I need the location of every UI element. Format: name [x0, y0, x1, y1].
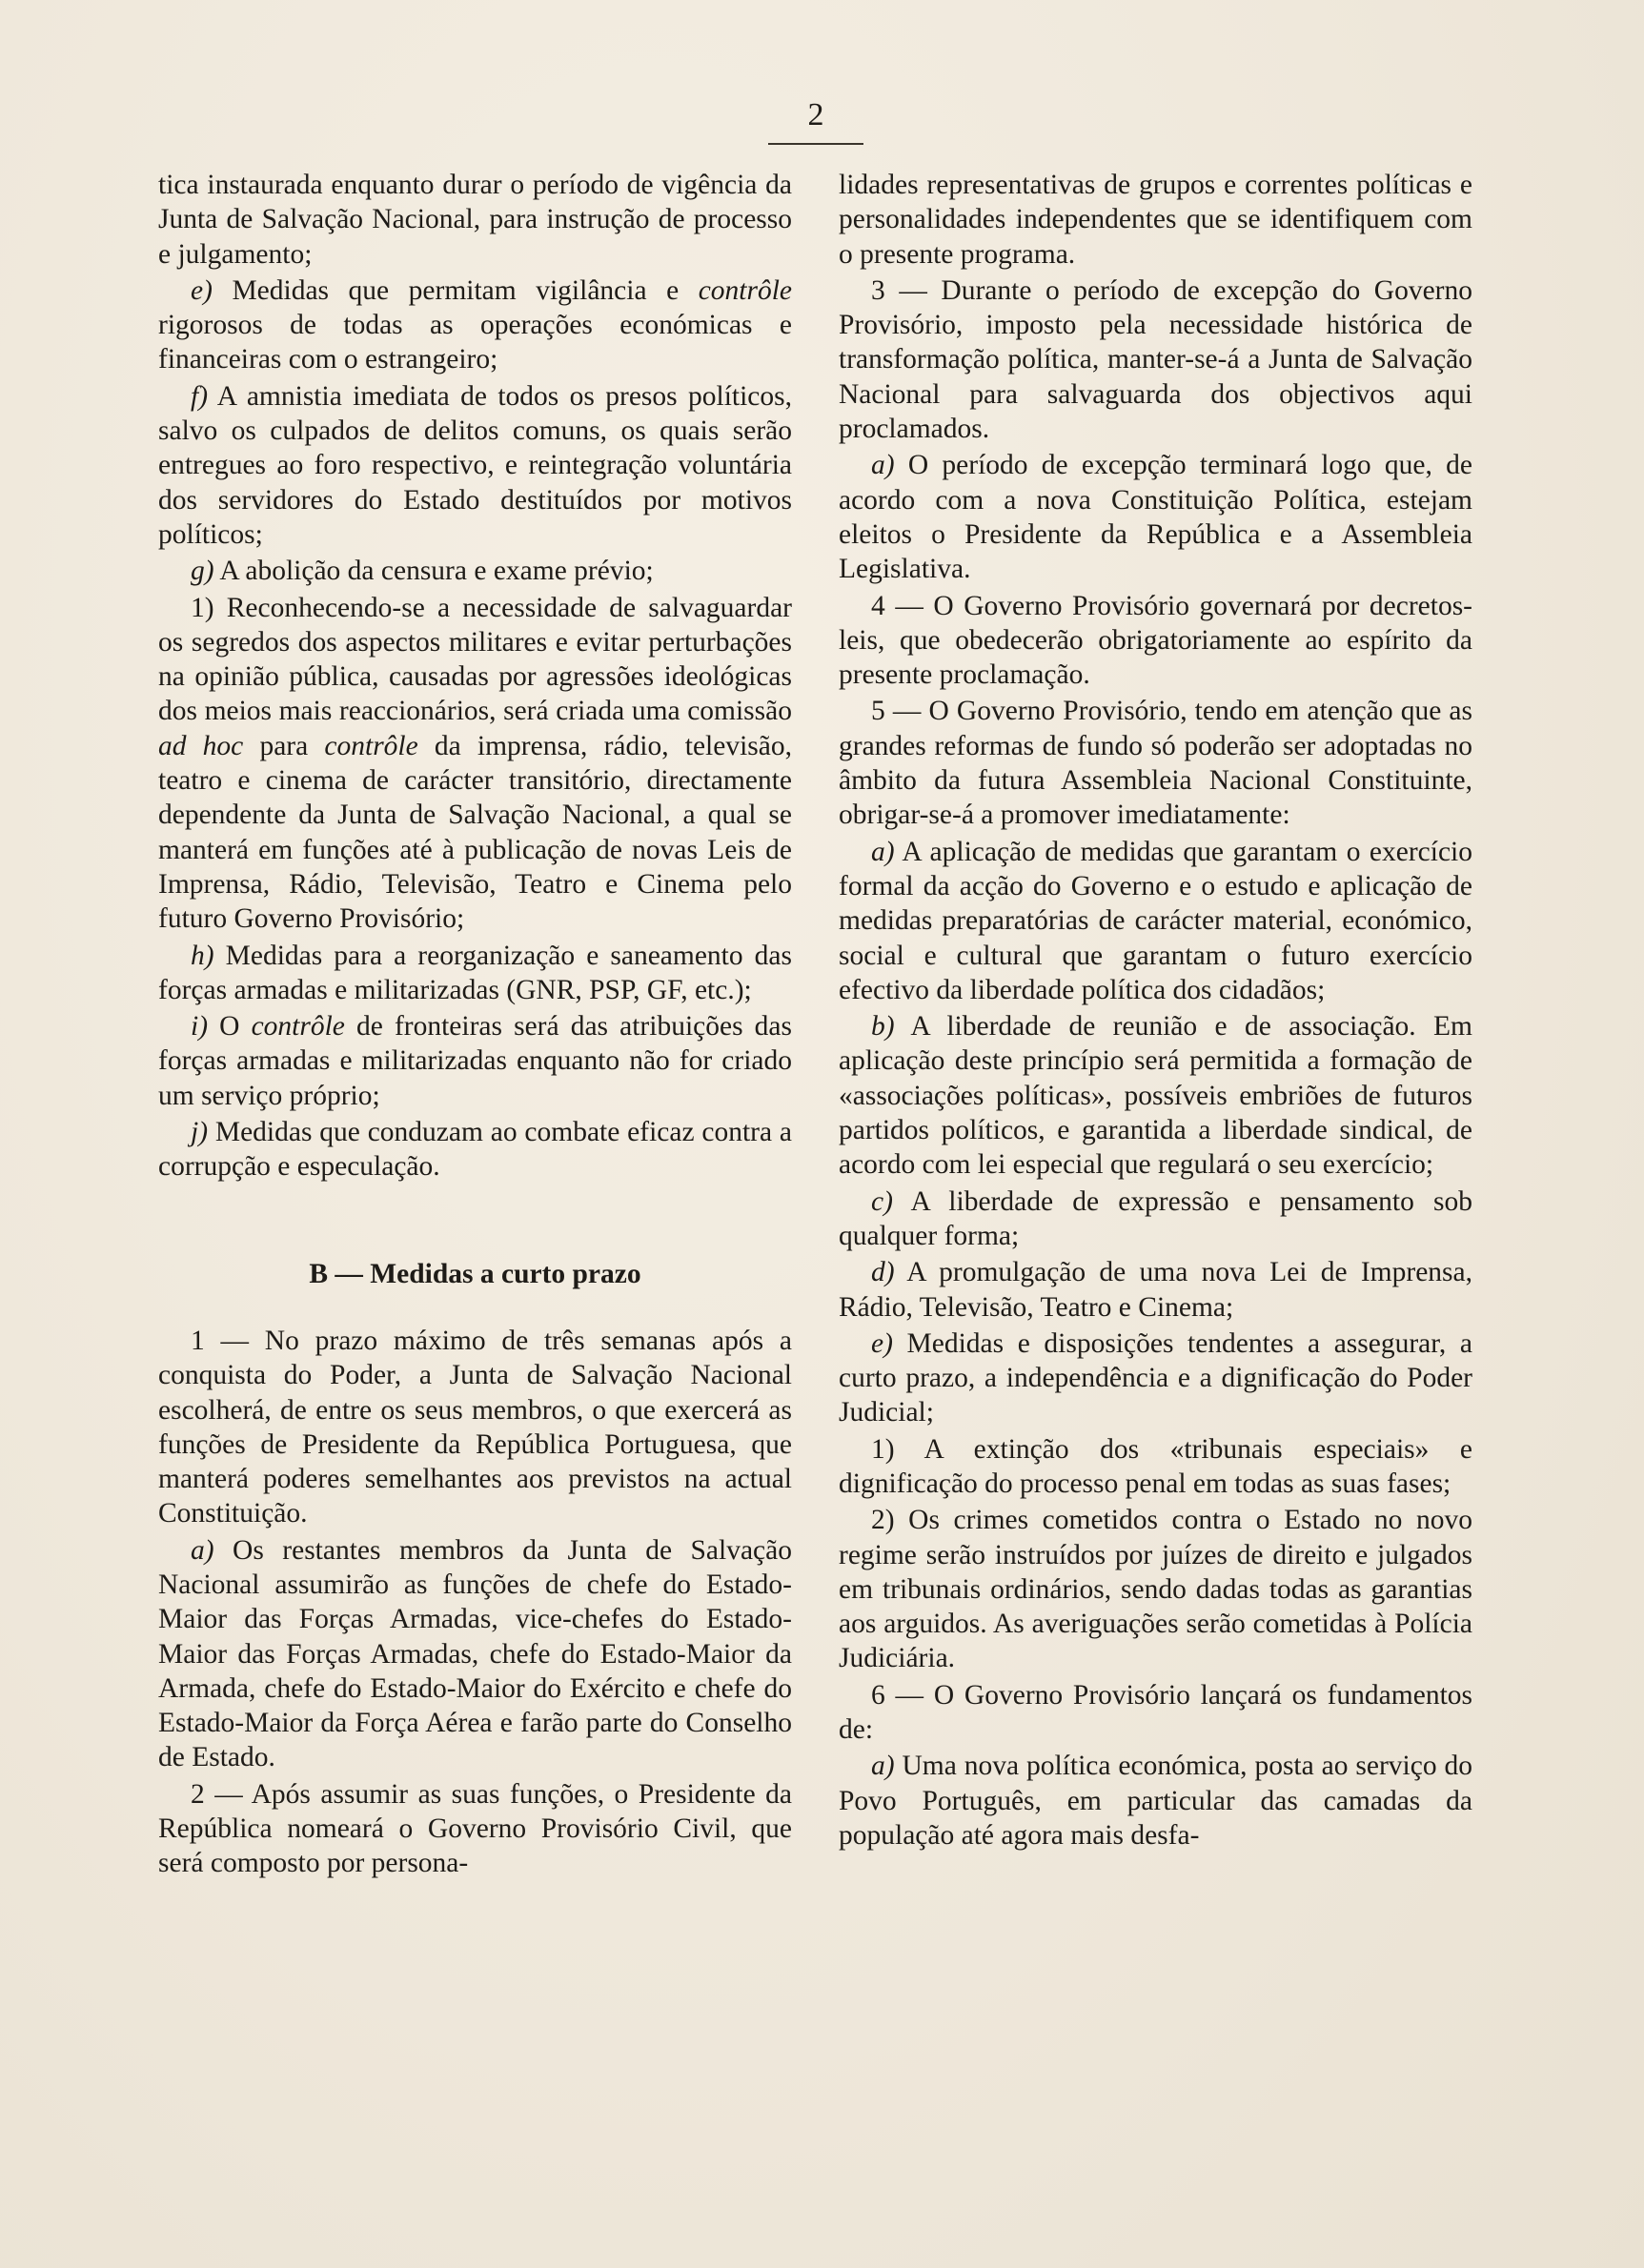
- paragraph-r-5b: [839, 1009, 1472, 1182]
- text-run: 2 — Após assumir as suas funções, o Presidente da República nomeará o Governo Provisório Civil, que será composto por persona-: [158, 1778, 792, 1879]
- italic-text: a): [871, 450, 895, 481]
- page-number-rule: [768, 143, 863, 145]
- paragraph-l-f: [158, 379, 792, 552]
- italic-text: contrôle: [698, 274, 792, 306]
- italic-text: a): [191, 1534, 214, 1566]
- right-column: [839, 168, 1472, 1854]
- text-run: 3 — Durante o período de excepção do Governo Provisório, imposto pela necessidade histórica de transformação política, manter-se-á a Junta de Salvação Nacional para salvaguarda dos objectivos aqui proclamados.: [839, 274, 1472, 445]
- text-run: tica instaurada enquanto durar o período de vigência da Junta de Salvação Nacional, para instrução de processo e julgamento;: [158, 170, 792, 270]
- italic-text: a): [871, 1751, 895, 1782]
- paragraph-l-b1: [158, 1324, 792, 1531]
- italic-text: h): [191, 940, 214, 971]
- text-run: 5 — O Governo Provisório, tendo em atenção que as grandes reformas de fundo só poderão ser adoptadas no âmbito da futura Assembleia Nacional Constituinte, obrigar-se-á a promover imediatamente:: [839, 696, 1472, 831]
- text-run: A abolição da censura e exame prévio;: [213, 556, 654, 587]
- text-run: Medidas para a reorganização e saneamento das forças armadas e militarizadas (GNR, PSP, GF, etc.);: [158, 940, 792, 1005]
- italic-text: d): [871, 1257, 895, 1288]
- section-heading: [158, 1257, 792, 1291]
- text-run: Medidas que conduzam ao combate eficaz contra a corrupção e especulação.: [158, 1117, 792, 1183]
- text-run: 4 — O Governo Provisório governará por decretos-leis, que obedecerão obrigatoriamente ao espírito da presente proclamação.: [839, 590, 1472, 691]
- text-run: Os restantes membros da Junta de Salvação Nacional assumirão as funções de chefe do Estado-Maior das Forças Armadas, vice-chefes do Estado-Maior das Forças Armadas, chefe do Estado-Maior da Armada, chefe do Estado-Maior do Exército e chefe do Estado-Maior da Força Aérea e farão parte do Conselho de Estado.: [158, 1534, 792, 1773]
- text-run: A promulgação de uma nova Lei de Imprensa, Rádio, Televisão, Teatro e Cinema;: [839, 1257, 1472, 1323]
- text-run: A aplicação de medidas que garantam o exercício formal da acção do Governo e o estudo e aplicação de medidas preparatórias de carácter material, económico, social e cultural que garantam o futuro exercício efectivo da liberdade política dos cidadãos;: [839, 836, 1472, 1005]
- text-run: 1) Reconhecendo-se a necessidade de salvaguardar os segredos dos aspectos militares e evitar perturbações na opinião pública, causadas por agressões ideológicas dos meios mais reaccionários, será criada uma comissão: [158, 592, 792, 727]
- paragraph-r-6: [839, 1678, 1472, 1748]
- italic-text: f): [191, 380, 209, 412]
- paragraph-l-cont: [158, 168, 792, 272]
- italic-text: e): [191, 274, 213, 306]
- paragraph-r-5d: [839, 1255, 1472, 1325]
- text-run: O período de excepção terminará logo que, de acordo com a nova Constituição Política, estejam eleitos o Presidente da República e a Assembleia Legislativa.: [839, 450, 1472, 585]
- paragraph-r-cont: [839, 168, 1472, 272]
- paragraph-r-3a: [839, 448, 1472, 586]
- text-run: A liberdade de reunião e de associação. Em aplicação deste princípio será permitida a formação de «associações políticas», possíveis embriões de futuros partidos políticos, e garantida a liberdade sindical, de acordo com lei especial que regulará o seu exercício;: [839, 1011, 1472, 1181]
- text-run: Uma nova política económica, posta ao serviço do Povo Português, em particular das camadas da população até agora mais desfa-: [839, 1751, 1472, 1851]
- text-run: 1 — No prazo máximo de três semanas após a conquista do Poder, a Junta de Salvação Nacional escolherá, de entre os seus membros, o que exercerá as funções de Presidente da República Portuguesa, que manterá poderes semelhantes aos previstos na actual Constituição.: [158, 1325, 792, 1529]
- paragraph-r-5e2: [839, 1503, 1472, 1675]
- text-run: lidades representativas de grupos e correntes políticas e personalidades independentes que se identifiquem com o presente programa.: [839, 170, 1472, 270]
- paragraph-l-h: [158, 939, 792, 1008]
- italic-text: contrôle: [251, 1011, 345, 1043]
- italic-text: b): [871, 1011, 895, 1043]
- paragraph-l-e: [158, 273, 792, 377]
- italic-text: j): [191, 1117, 209, 1148]
- page-number: 2: [807, 97, 824, 132]
- paragraph-r-3: [839, 273, 1472, 446]
- italic-text: a): [871, 836, 895, 867]
- italic-text: i): [191, 1011, 209, 1043]
- text-run: A liberdade de expressão e pensamento sob qualquer forma;: [839, 1185, 1472, 1251]
- paragraph-r-6a: [839, 1749, 1472, 1853]
- italic-text: contrôle: [324, 730, 418, 761]
- text-run: da imprensa, rádio, televisão, teatro e cinema de carácter transitório, directamente dependente da Junta de Salvação Nacional, a qual se manterá em funções até à publicação de novas Leis de Imprensa, Rádio, Televisão, Teatro e Cinema pelo futuro Governo Provisório;: [158, 730, 792, 935]
- paragraph-l-g: [158, 554, 792, 588]
- left-column: [158, 168, 792, 1883]
- text-run: 2) Os crimes cometidos contra o Estado no novo regime serão instruídos por juízes de direito e julgados em tribunais ordinários, sendo dadas todas as garantias aos arguidos. As averiguações serão cometidas à Polícia Judiciária.: [839, 1505, 1472, 1674]
- text-run: para: [243, 730, 325, 761]
- text-run: rigorosos de todas as operações económicas e financeiras com o estrangeiro;: [158, 310, 792, 375]
- italic-text: c): [871, 1185, 893, 1217]
- text-run: 6 — O Governo Provisório lançará os fundamentos de:: [839, 1679, 1472, 1746]
- text-run: A amnistia imediata de todos os presos políticos, salvo os culpados de delitos comuns, os quais serão entregues ao foro respectivo, e reintegração voluntária dos servidores do Estado destituídos por motivos políticos;: [158, 380, 792, 550]
- italic-text: e): [871, 1327, 893, 1359]
- paragraph-r-5a: [839, 835, 1472, 1007]
- text-run: 1) A extinção dos «tribunais especiais» e dignificação do processo penal em todas as suas fases;: [839, 1433, 1472, 1499]
- text-run: de fronteiras será das atribuições das forças armadas e militarizadas enquanto não for criado um serviço próprio;: [158, 1011, 792, 1111]
- paragraph-r-5e: [839, 1326, 1472, 1430]
- italic-text: ad hoc: [158, 730, 244, 761]
- paragraph-r-5: [839, 694, 1472, 832]
- paragraph-l-b2: [158, 1777, 792, 1881]
- text-run: Medidas e disposições tendentes a assegurar, a curto prazo, a independência e a dignificação do Poder Judicial;: [839, 1327, 1472, 1428]
- paragraph-r-4: [839, 589, 1472, 693]
- text-run: Medidas que permitam vigilância e: [212, 274, 699, 306]
- paragraph-l-b1a: [158, 1533, 792, 1775]
- italic-text: g): [191, 556, 214, 587]
- paragraph-r-5c: [839, 1185, 1472, 1254]
- paragraph-l-1: [158, 591, 792, 937]
- text-run: O: [208, 1011, 252, 1043]
- paragraph-l-i: [158, 1009, 792, 1113]
- paragraph-r-5e1: [839, 1432, 1472, 1502]
- text-run: B — Medidas a curto prazo: [309, 1258, 641, 1289]
- paragraph-l-j: [158, 1115, 792, 1185]
